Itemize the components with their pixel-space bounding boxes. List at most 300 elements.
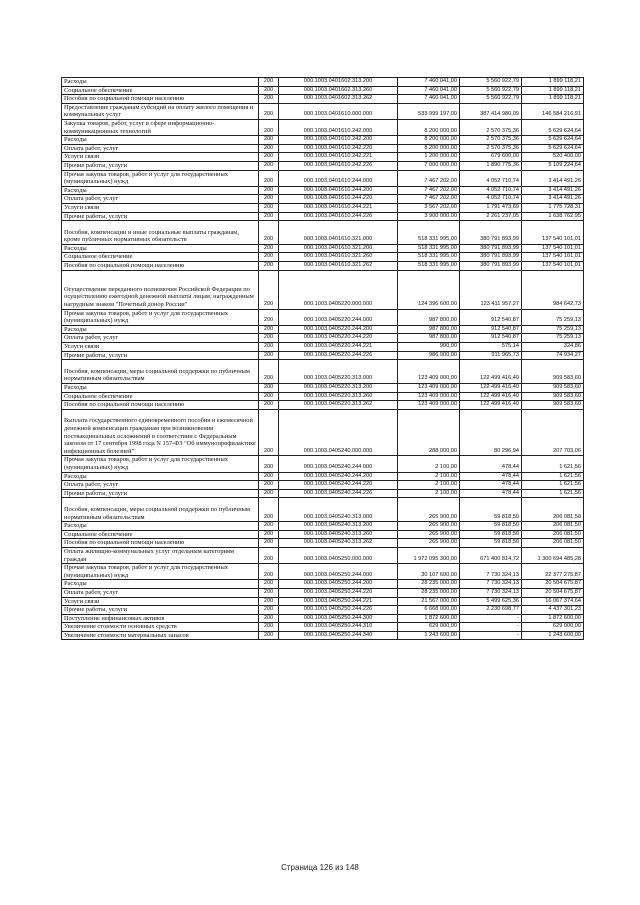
row-executed-cell: 478,44 [460, 489, 522, 498]
row-name-cell: Расходы [62, 186, 259, 195]
row-code-cell: 200 [259, 119, 279, 135]
row-remaining-cell: 137 540 101,01 [522, 262, 584, 271]
row-executed-cell: 5 560 922,79 [460, 78, 522, 87]
row-kbk-cell: 000.1003.0405220.313.262 [279, 401, 398, 410]
table-row [62, 580, 584, 589]
table-row [62, 244, 584, 253]
row-approved-cell: 1 972 095 300,00 [398, 547, 460, 563]
row-approved-cell: 518 331 995,00 [398, 221, 460, 245]
row-kbk-cell: 000.1003.0401610.244.226 [279, 212, 398, 221]
row-kbk-cell: 000.1003.0405250.244.340 [279, 631, 398, 640]
row-code-cell: 200 [259, 409, 279, 456]
row-approved-cell: 518 331 995,00 [398, 253, 460, 262]
table-row [62, 360, 584, 384]
table-row [62, 530, 584, 539]
row-code-cell: 200 [259, 212, 279, 221]
row-approved-cell: 265 900,00 [398, 522, 460, 531]
row-name-cell: Оплата работ, услуг [62, 588, 259, 597]
row-name-cell: Увеличение стоимости материальных запасов [62, 631, 259, 640]
row-code-cell: 200 [259, 262, 279, 271]
row-approved-cell: 2 100,00 [398, 489, 460, 498]
row-code-cell: 200 [259, 597, 279, 606]
row-kbk-cell: 000.1003.0405250.244.200 [279, 580, 398, 589]
row-kbk-cell: 000.1003.0405220.244.200 [279, 325, 398, 334]
row-executed-cell: 912 540,87 [460, 325, 522, 334]
row-remaining-cell: 74 934,27 [522, 351, 584, 360]
row-approved-cell: 3 900 000,00 [398, 212, 460, 221]
row-remaining-cell: 137 540 101,01 [522, 244, 584, 253]
row-approved-cell: 7 000 000,00 [398, 161, 460, 170]
row-name-cell: Пособия, компенсации, меры социальной поддержки по публичным нормативным обязательствам [62, 498, 259, 522]
row-name-cell: Расходы [62, 384, 259, 393]
row-code-cell: 200 [259, 244, 279, 253]
row-code-cell: 200 [259, 623, 279, 632]
row-remaining-cell: 984 642,73 [522, 270, 584, 309]
row-code-cell: 200 [259, 270, 279, 309]
row-code-cell: 200 [259, 103, 279, 119]
table-row [62, 606, 584, 615]
row-name-cell: Пособия, компенсации, меры социальной поддержки по публичным нормативным обязательствам [62, 360, 259, 384]
row-kbk-cell: 000.1003.0405240.244.226 [279, 489, 398, 498]
row-name-cell: Увеличение стоимости основных средств [62, 623, 259, 632]
row-kbk-cell: 000.1003.0401610.321.260 [279, 253, 398, 262]
row-approved-cell: 123 409 000,00 [398, 392, 460, 401]
row-code-cell: 200 [259, 253, 279, 262]
row-code-cell: 200 [259, 78, 279, 87]
budget-execution-table [61, 77, 584, 640]
row-name-cell: Прочая закупка товаров, работ и услуг для государственных (муниципальных) нужд [62, 309, 259, 325]
row-code-cell: 200 [259, 334, 279, 343]
row-remaining-cell: 1 243 600,00 [522, 631, 584, 640]
table-row [62, 384, 584, 393]
row-approved-cell: 123 409 000,00 [398, 401, 460, 410]
row-code-cell: 200 [259, 203, 279, 212]
row-executed-cell: 380 791 893,99 [460, 244, 522, 253]
row-code-cell: 200 [259, 195, 279, 204]
row-executed-cell: 5 499 625,36 [460, 597, 522, 606]
row-code-cell: 200 [259, 186, 279, 195]
table-row [62, 195, 584, 204]
row-remaining-cell: 1 872 600,00 [522, 614, 584, 623]
row-kbk-cell: 000.1003.0401610.242.000 [279, 119, 398, 135]
row-remaining-cell: 1 300 694 485,28 [522, 547, 584, 563]
row-remaining-cell: 5 629 624,64 [522, 144, 584, 153]
row-code-cell: 200 [259, 588, 279, 597]
row-executed-cell: 912 540,87 [460, 334, 522, 343]
row-executed-cell: 80 296,94 [460, 409, 522, 456]
row-remaining-cell: 3 414 491,26 [522, 186, 584, 195]
row-remaining-cell: 3 414 491,26 [522, 170, 584, 186]
row-kbk-cell: 000.1003.0405240.313.200 [279, 522, 398, 531]
row-approved-cell: 1 872 600,00 [398, 614, 460, 623]
row-executed-cell: 122 499 416,40 [460, 401, 522, 410]
table-row [62, 498, 584, 522]
table-row [62, 631, 584, 640]
row-approved-cell: 28 235 000,00 [398, 580, 460, 589]
row-remaining-cell: 909 583,60 [522, 392, 584, 401]
row-kbk-cell: 000.1003.0405250.244.220 [279, 588, 398, 597]
row-name-cell: Прочие работы, услуги [62, 606, 259, 615]
row-kbk-cell: 000.1003.0401602.313.200 [279, 78, 398, 87]
row-executed-cell: 122 499 416,40 [460, 392, 522, 401]
row-approved-cell: 21 567 000,00 [398, 597, 460, 606]
row-name-cell: Прочие работы, услуги [62, 489, 259, 498]
row-approved-cell: 123 409 000,00 [398, 360, 460, 384]
row-name-cell: Услуги связи [62, 343, 259, 352]
row-code-cell: 200 [259, 539, 279, 548]
table-row [62, 409, 584, 456]
row-code-cell: 200 [259, 564, 279, 580]
row-kbk-cell: 000.1003.0405220.244.221 [279, 343, 398, 352]
table-row [62, 334, 584, 343]
table-row [62, 203, 584, 212]
row-executed-cell: 2 570 375,36 [460, 136, 522, 145]
row-kbk-cell: 000.1003.0405250.244.221 [279, 597, 398, 606]
row-approved-cell: 987 800,00 [398, 334, 460, 343]
row-remaining-cell: 1 638 762,95 [522, 212, 584, 221]
row-name-cell: Пособия по социальной помощи населению [62, 95, 259, 104]
row-code-cell: 200 [259, 86, 279, 95]
row-kbk-cell: 000.1003.0401610.244.200 [279, 186, 398, 195]
row-approved-cell: 2 100,00 [398, 456, 460, 472]
row-approved-cell: 265 900,00 [398, 498, 460, 522]
table-row [62, 489, 584, 498]
row-name-cell: Выплата государственного единовременного пособия и ежемесячной денежной компенсации гражданам при возникновении поствакцинальных осложнений в соответствии с Федеральным законом от 17 сентября 1998 года N 157-ФЗ "Об иммунопрофилактике инфекционных болезней" [62, 409, 259, 456]
table-row [62, 270, 584, 309]
row-approved-cell: 7 467 202,00 [398, 195, 460, 204]
row-remaining-cell: 909 583,60 [522, 401, 584, 410]
row-name-cell: Предоставление гражданам субсидий на оплату жилого помещения и коммунальных услуг [62, 103, 259, 119]
row-executed-cell: 5 560 922,79 [460, 86, 522, 95]
row-remaining-cell: 75 259,13 [522, 309, 584, 325]
row-executed-cell: 5 560 922,79 [460, 95, 522, 104]
row-executed-cell: 380 791 893,99 [460, 262, 522, 271]
row-code-cell: 200 [259, 498, 279, 522]
row-kbk-cell: 000.1003.0401610.321.000 [279, 221, 398, 245]
row-code-cell: 200 [259, 144, 279, 153]
row-remaining-cell: 206 081,50 [522, 498, 584, 522]
row-kbk-cell: 000.1003.0405220.244.226 [279, 351, 398, 360]
row-approved-cell: 288 000,00 [398, 409, 460, 456]
row-remaining-cell: 207 703,06 [522, 409, 584, 456]
row-approved-cell: 900,00 [398, 343, 460, 352]
row-kbk-cell: 000.1003.0401610.244.221 [279, 203, 398, 212]
row-kbk-cell: 000.1003.0405240.313.260 [279, 530, 398, 539]
row-kbk-cell: 000.1003.0401602.313.262 [279, 95, 398, 104]
row-code-cell: 200 [259, 221, 279, 245]
table-row [62, 522, 584, 531]
row-remaining-cell: 1 621,56 [522, 456, 584, 472]
row-kbk-cell: 000.1003.0405250.000.000 [279, 547, 398, 563]
table-row [62, 309, 584, 325]
row-approved-cell: 124 396 600,00 [398, 270, 460, 309]
table-row [62, 186, 584, 195]
row-executed-cell: - [460, 631, 522, 640]
row-remaining-cell: 20 504 675,87 [522, 588, 584, 597]
row-remaining-cell: 3 414 491,26 [522, 195, 584, 204]
row-approved-cell: 8 200 000,00 [398, 119, 460, 135]
row-executed-cell: 911 965,73 [460, 351, 522, 360]
row-remaining-cell: 909 583,60 [522, 384, 584, 393]
table-row [62, 351, 584, 360]
row-executed-cell: 122 499 416,40 [460, 360, 522, 384]
row-approved-cell: 7 467 202,00 [398, 186, 460, 195]
row-remaining-cell: 137 540 101,01 [522, 253, 584, 262]
row-name-cell: Расходы [62, 580, 259, 589]
row-code-cell: 200 [259, 351, 279, 360]
row-kbk-cell: 000.1003.0405220.000.000 [279, 270, 398, 309]
row-remaining-cell: 75 259,13 [522, 325, 584, 334]
table-row [62, 262, 584, 271]
row-kbk-cell: 000.1003.0401610.321.200 [279, 244, 398, 253]
row-kbk-cell: 000.1003.0401610.242.220 [279, 144, 398, 153]
table-row [62, 144, 584, 153]
row-approved-cell: 8 200 000,00 [398, 136, 460, 145]
table-row [62, 392, 584, 401]
table-row [62, 119, 584, 135]
table-row [62, 588, 584, 597]
row-approved-cell: 518 331 995,00 [398, 244, 460, 253]
row-approved-cell: 28 235 000,00 [398, 588, 460, 597]
row-code-cell: 200 [259, 161, 279, 170]
row-name-cell: Расходы [62, 472, 259, 481]
row-name-cell: Оплата работ, услуг [62, 334, 259, 343]
row-executed-cell: 2 570 375,36 [460, 144, 522, 153]
row-executed-cell: 59 818,50 [460, 498, 522, 522]
row-kbk-cell: 000.1003.0405250.244.226 [279, 606, 398, 615]
row-executed-cell: 671 400 814,72 [460, 547, 522, 563]
row-approved-cell: 265 900,00 [398, 539, 460, 548]
row-executed-cell: 1 890 775,36 [460, 161, 522, 170]
row-code-cell: 200 [259, 606, 279, 615]
table-row [62, 401, 584, 410]
row-executed-cell: 478,44 [460, 472, 522, 481]
row-code-cell: 200 [259, 481, 279, 490]
row-approved-cell: 1 243 600,00 [398, 631, 460, 640]
row-approved-cell: 533 999 197,00 [398, 103, 460, 119]
row-kbk-cell: 000.1003.0405240.244.000 [279, 456, 398, 472]
row-remaining-cell: 206 081,50 [522, 522, 584, 531]
row-name-cell: Прочая закупка товаров, работ и услуг для государственных (муниципальных) нужд [62, 564, 259, 580]
row-remaining-cell: 20 504 675,87 [522, 580, 584, 589]
row-name-cell: Услуги связи [62, 153, 259, 162]
row-name-cell: Оплата работ, услуг [62, 195, 259, 204]
row-approved-cell: 986 900,00 [398, 351, 460, 360]
row-code-cell: 200 [259, 489, 279, 498]
row-executed-cell: 7 730 324,13 [460, 588, 522, 597]
row-name-cell: Прочая закупка товаров, работ и услуг для государственных (муниципальных) нужд [62, 170, 259, 186]
row-executed-cell: 2 570 375,36 [460, 119, 522, 135]
row-name-cell: Пособия, компенсации и иные социальные выплаты гражданам, кроме публичных нормативных обязательств [62, 221, 259, 245]
row-remaining-cell: 1 899 118,21 [522, 78, 584, 87]
row-name-cell: Услуги связи [62, 203, 259, 212]
row-executed-cell: 7 730 324,13 [460, 564, 522, 580]
row-kbk-cell: 000.1003.0401610.000.000 [279, 103, 398, 119]
row-remaining-cell: 1 621,56 [522, 481, 584, 490]
row-executed-cell: 59 818,50 [460, 539, 522, 548]
row-approved-cell: 2 100,00 [398, 472, 460, 481]
row-remaining-cell: 520 400,00 [522, 153, 584, 162]
row-executed-cell: 478,44 [460, 456, 522, 472]
table-row [62, 547, 584, 563]
row-kbk-cell: 000.1003.0405240.313.262 [279, 539, 398, 548]
table-row [62, 161, 584, 170]
row-code-cell: 200 [259, 325, 279, 334]
row-remaining-cell: 75 259,13 [522, 334, 584, 343]
row-approved-cell: 518 331 995,00 [398, 262, 460, 271]
row-name-cell: Расходы [62, 325, 259, 334]
row-approved-cell: 7 460 041,00 [398, 86, 460, 95]
page-number: Страница 126 из 148 [281, 863, 359, 872]
row-approved-cell: 7 460 041,00 [398, 95, 460, 104]
row-executed-cell: 387 414 980,09 [460, 103, 522, 119]
row-executed-cell: 4 052 710,74 [460, 170, 522, 186]
row-code-cell: 200 [259, 384, 279, 393]
row-kbk-cell: 000.1003.0405220.244.220 [279, 334, 398, 343]
row-code-cell: 200 [259, 530, 279, 539]
row-remaining-cell: 909 583,60 [522, 360, 584, 384]
table-row [62, 212, 584, 221]
table-row [62, 95, 584, 104]
row-approved-cell: 30 107 600,00 [398, 564, 460, 580]
table-row [62, 221, 584, 245]
row-executed-cell: 59 818,50 [460, 530, 522, 539]
row-executed-cell: 2 261 237,05 [460, 212, 522, 221]
table-row [62, 597, 584, 606]
row-executed-cell: 2 230 698,77 [460, 606, 522, 615]
row-name-cell: Социальное обеспечение [62, 392, 259, 401]
row-name-cell: Социальное обеспечение [62, 530, 259, 539]
row-kbk-cell: 000.1003.0401610.242.226 [279, 161, 398, 170]
row-code-cell: 200 [259, 153, 279, 162]
table-row [62, 343, 584, 352]
row-executed-cell: 4 052 710,74 [460, 195, 522, 204]
row-remaining-cell: 206 081,50 [522, 530, 584, 539]
table-row [62, 539, 584, 548]
row-approved-cell: 987 800,00 [398, 309, 460, 325]
row-remaining-cell: 206 081,50 [522, 539, 584, 548]
row-remaining-cell: 146 584 216,91 [522, 103, 584, 119]
row-remaining-cell: 5 629 624,64 [522, 136, 584, 145]
row-approved-cell: 987 800,00 [398, 325, 460, 334]
row-kbk-cell: 000.1003.0401602.313.260 [279, 86, 398, 95]
row-code-cell: 200 [259, 170, 279, 186]
row-approved-cell: 7 460 041,00 [398, 78, 460, 87]
row-kbk-cell: 000.1003.0405240.244.220 [279, 481, 398, 490]
row-name-cell: Осуществление переданного полномочия Российской Федерации по осуществлению ежегодной денежной выплаты лицам, награжденным нагрудным знаком "Почетный донор России" [62, 270, 259, 309]
row-kbk-cell: 000.1003.0405220.313.260 [279, 392, 398, 401]
row-name-cell: Расходы [62, 136, 259, 145]
row-remaining-cell: 1 621,56 [522, 489, 584, 498]
row-kbk-cell: 000.1003.0401610.244.000 [279, 170, 398, 186]
row-name-cell: Расходы [62, 522, 259, 531]
row-code-cell: 200 [259, 456, 279, 472]
row-name-cell: Расходы [62, 78, 259, 87]
row-executed-cell: 1 791 473,69 [460, 203, 522, 212]
row-executed-cell: 123 411 957,27 [460, 270, 522, 309]
row-remaining-cell: 16 067 374,64 [522, 597, 584, 606]
table-row [62, 472, 584, 481]
row-kbk-cell: 000.1003.0405240.313.000 [279, 498, 398, 522]
row-remaining-cell: 4 437 301,23 [522, 606, 584, 615]
row-code-cell: 200 [259, 309, 279, 325]
row-name-cell: Пособия по социальной помощи населению [62, 539, 259, 548]
row-name-cell: Пособия по социальной помощи населению [62, 401, 259, 410]
row-remaining-cell: 1 775 728,31 [522, 203, 584, 212]
row-executed-cell: 59 818,50 [460, 522, 522, 531]
table-row [62, 623, 584, 632]
row-name-cell: Оплата работ, услуг [62, 144, 259, 153]
row-executed-cell: 380 791 893,99 [460, 253, 522, 262]
table-row [62, 564, 584, 580]
row-remaining-cell: 324,86 [522, 343, 584, 352]
row-executed-cell: 380 791 893,99 [460, 221, 522, 245]
row-remaining-cell: 137 540 101,01 [522, 221, 584, 245]
row-remaining-cell: 5 109 224,64 [522, 161, 584, 170]
row-executed-cell: - [460, 623, 522, 632]
row-kbk-cell: 000.1003.0401610.244.220 [279, 195, 398, 204]
row-approved-cell: 629 000,00 [398, 623, 460, 632]
row-kbk-cell: 000.1003.0401610.242.221 [279, 153, 398, 162]
row-approved-cell: 6 668 000,00 [398, 606, 460, 615]
row-remaining-cell: 629 000,00 [522, 623, 584, 632]
table-row [62, 481, 584, 490]
row-executed-cell: 679 600,00 [460, 153, 522, 162]
row-remaining-cell: 1 899 118,21 [522, 95, 584, 104]
table-row [62, 614, 584, 623]
row-name-cell: Прочая закупка товаров, работ и услуг для государственных (муниципальных) нужд [62, 456, 259, 472]
row-code-cell: 200 [259, 392, 279, 401]
row-executed-cell: 122 499 416,40 [460, 384, 522, 393]
row-executed-cell: 912 540,87 [460, 309, 522, 325]
row-kbk-cell: 000.1003.0405220.244.000 [279, 309, 398, 325]
table-row [62, 325, 584, 334]
row-kbk-cell: 000.1003.0401610.321.262 [279, 262, 398, 271]
table-body [62, 78, 584, 640]
row-approved-cell: 3 567 202,00 [398, 203, 460, 212]
row-name-cell: Прочие работы, услуги [62, 212, 259, 221]
row-approved-cell: 2 100,00 [398, 481, 460, 490]
row-name-cell: Закупка товаров, работ, услуг в сфере информационно-коммуникационных технологий [62, 119, 259, 135]
row-code-cell: 200 [259, 136, 279, 145]
row-executed-cell: - [460, 614, 522, 623]
row-kbk-cell: 000.1003.0405250.244.310 [279, 623, 398, 632]
row-kbk-cell: 000.1003.0401610.242.200 [279, 136, 398, 145]
row-executed-cell: 4 052 710,74 [460, 186, 522, 195]
table-row [62, 103, 584, 119]
row-remaining-cell: 1 899 118,21 [522, 86, 584, 95]
table-row [62, 253, 584, 262]
row-code-cell: 200 [259, 401, 279, 410]
row-name-cell: Поступление нефинансовых активов [62, 614, 259, 623]
row-kbk-cell: 000.1003.0405250.244.300 [279, 614, 398, 623]
row-executed-cell: 7 730 324,13 [460, 580, 522, 589]
row-code-cell: 200 [259, 360, 279, 384]
row-code-cell: 200 [259, 472, 279, 481]
row-code-cell: 200 [259, 343, 279, 352]
row-approved-cell: 265 900,00 [398, 530, 460, 539]
row-approved-cell: 7 467 202,00 [398, 170, 460, 186]
row-code-cell: 200 [259, 522, 279, 531]
row-name-cell: Прочие работы, услуги [62, 351, 259, 360]
table-row [62, 153, 584, 162]
row-approved-cell: 8 200 000,00 [398, 144, 460, 153]
row-remaining-cell: 1 621,56 [522, 472, 584, 481]
row-name-cell: Прочие работы, услуги [62, 161, 259, 170]
table-row [62, 136, 584, 145]
row-kbk-cell: 000.1003.0405220.313.000 [279, 360, 398, 384]
row-approved-cell: 123 409 000,00 [398, 384, 460, 393]
